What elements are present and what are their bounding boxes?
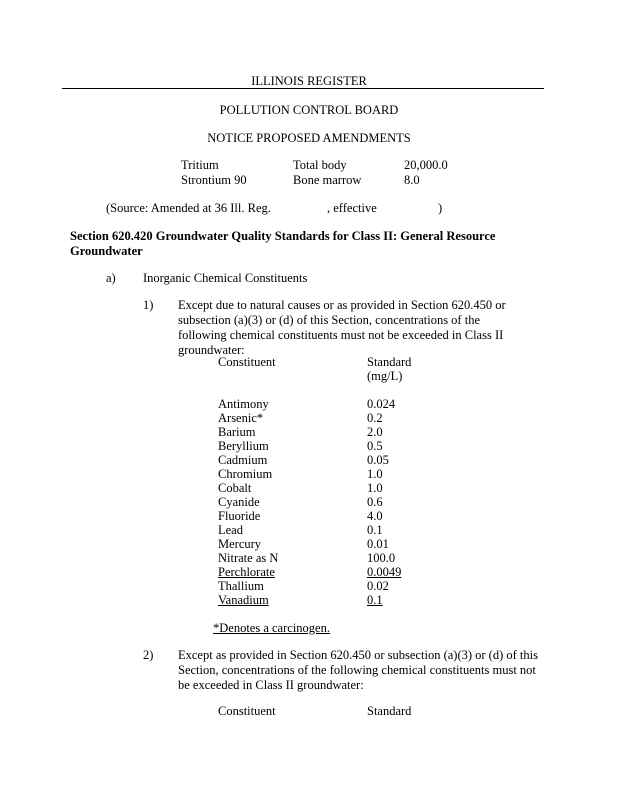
- table-row: [218, 411, 478, 425]
- table2-col-standard: Standard: [367, 704, 412, 718]
- table-row: [218, 495, 478, 509]
- table-row: [218, 523, 478, 537]
- top-table-organ-0: Total body: [293, 158, 347, 172]
- constituent-value: 0.6: [367, 495, 383, 509]
- table1-col-constituent: Constituent: [218, 355, 276, 369]
- table-row: [218, 453, 478, 467]
- table-row: [218, 467, 478, 481]
- source-close: ): [438, 201, 443, 215]
- constituent-name: Thallium: [218, 579, 264, 593]
- constituent-name: Vanadium: [218, 593, 269, 607]
- constituent-name: Lead: [218, 523, 243, 537]
- constituent-value: 100.0: [367, 551, 396, 565]
- table-row: [218, 551, 478, 565]
- constituent-name: Cyanide: [218, 495, 260, 509]
- item1-text: Except due to natural causes or as provided in Section 620.450 or subsection (a)(3) or (d) of this Section, concentrations of the following chemical constituents must not be exceeded in Class II groundwater:: [178, 298, 506, 357]
- carcinogen-footnote: *Denotes a carcinogen.: [213, 621, 330, 635]
- constituent-value: 0.1: [367, 593, 383, 607]
- constituent-name: Beryllium: [218, 439, 269, 453]
- constituent-value: 2.0: [367, 425, 383, 439]
- constituent-name: Fluoride: [218, 509, 261, 523]
- section-heading: Section 620.420 Groundwater Quality Standards for Class II: General Resource Groundwater: [70, 229, 496, 258]
- table-row: [218, 579, 478, 593]
- constituent-value: 0.05: [367, 453, 389, 467]
- table-row: [218, 425, 478, 439]
- constituent-value: 0.024: [367, 397, 396, 411]
- subsection-a-label: a): [106, 271, 116, 285]
- constituent-value: 0.02: [367, 579, 389, 593]
- constituent-value: 0.2: [367, 411, 383, 425]
- top-table-value-0: 20,000.0: [404, 158, 448, 172]
- constituent-name: Arsenic*: [218, 411, 264, 425]
- table-row: [218, 397, 478, 411]
- constituent-value: 4.0: [367, 509, 383, 523]
- item2-text: Except as provided in Section 620.450 or subsection (a)(3) or (d) of this Section, concentrations of the following chemical constituents must not be exceeded in Class II groundwater:: [178, 648, 538, 692]
- header-rule: [62, 88, 544, 89]
- constituent-value: 0.0049: [367, 565, 402, 579]
- table-row: [218, 537, 478, 551]
- constituent-value: 0.5: [367, 439, 383, 453]
- top-table-value-1: 8.0: [404, 173, 420, 187]
- table-row: [218, 481, 478, 495]
- table-row: [218, 593, 478, 607]
- constituent-name: Cobalt: [218, 481, 252, 495]
- item2-label: 2): [143, 648, 154, 662]
- constituent-value: 1.0: [367, 481, 383, 495]
- constituent-name: Nitrate as N: [218, 551, 279, 565]
- constituent-name: Chromium: [218, 467, 273, 481]
- constituent-name: Mercury: [218, 537, 262, 551]
- table1-col-unit: (mg/L): [367, 369, 403, 383]
- constituent-name: Perchlorate: [218, 565, 275, 579]
- top-table-name-0: Tritium: [181, 158, 219, 172]
- table-row: [218, 509, 478, 523]
- constituent-name: Barium: [218, 425, 256, 439]
- source-effective: , effective: [327, 201, 377, 215]
- table-row: [218, 565, 478, 579]
- top-table-organ-1: Bone marrow: [293, 173, 362, 187]
- board-title: POLLUTION CONTROL BOARD: [219, 103, 399, 117]
- constituent-value: 0.1: [367, 523, 383, 537]
- register-title: ILLINOIS REGISTER: [251, 74, 367, 88]
- table1-col-standard: Standard: [367, 355, 412, 369]
- source-citation: (Source: Amended at 36 Ill. Reg.: [106, 201, 271, 215]
- constituent-value: 1.0: [367, 467, 383, 481]
- notice-title: NOTICE PROPOSED AMENDMENTS: [207, 131, 411, 145]
- item1-label: 1): [143, 298, 154, 312]
- constituent-name: Cadmium: [218, 453, 268, 467]
- constituent-value: 0.01: [367, 537, 389, 551]
- table-row: [218, 439, 478, 453]
- top-table-name-1: Strontium 90: [181, 173, 247, 187]
- table2-col-constituent: Constituent: [218, 704, 276, 718]
- constituent-name: Antimony: [218, 397, 269, 411]
- subsection-a-title: Inorganic Chemical Constituents: [143, 271, 308, 285]
